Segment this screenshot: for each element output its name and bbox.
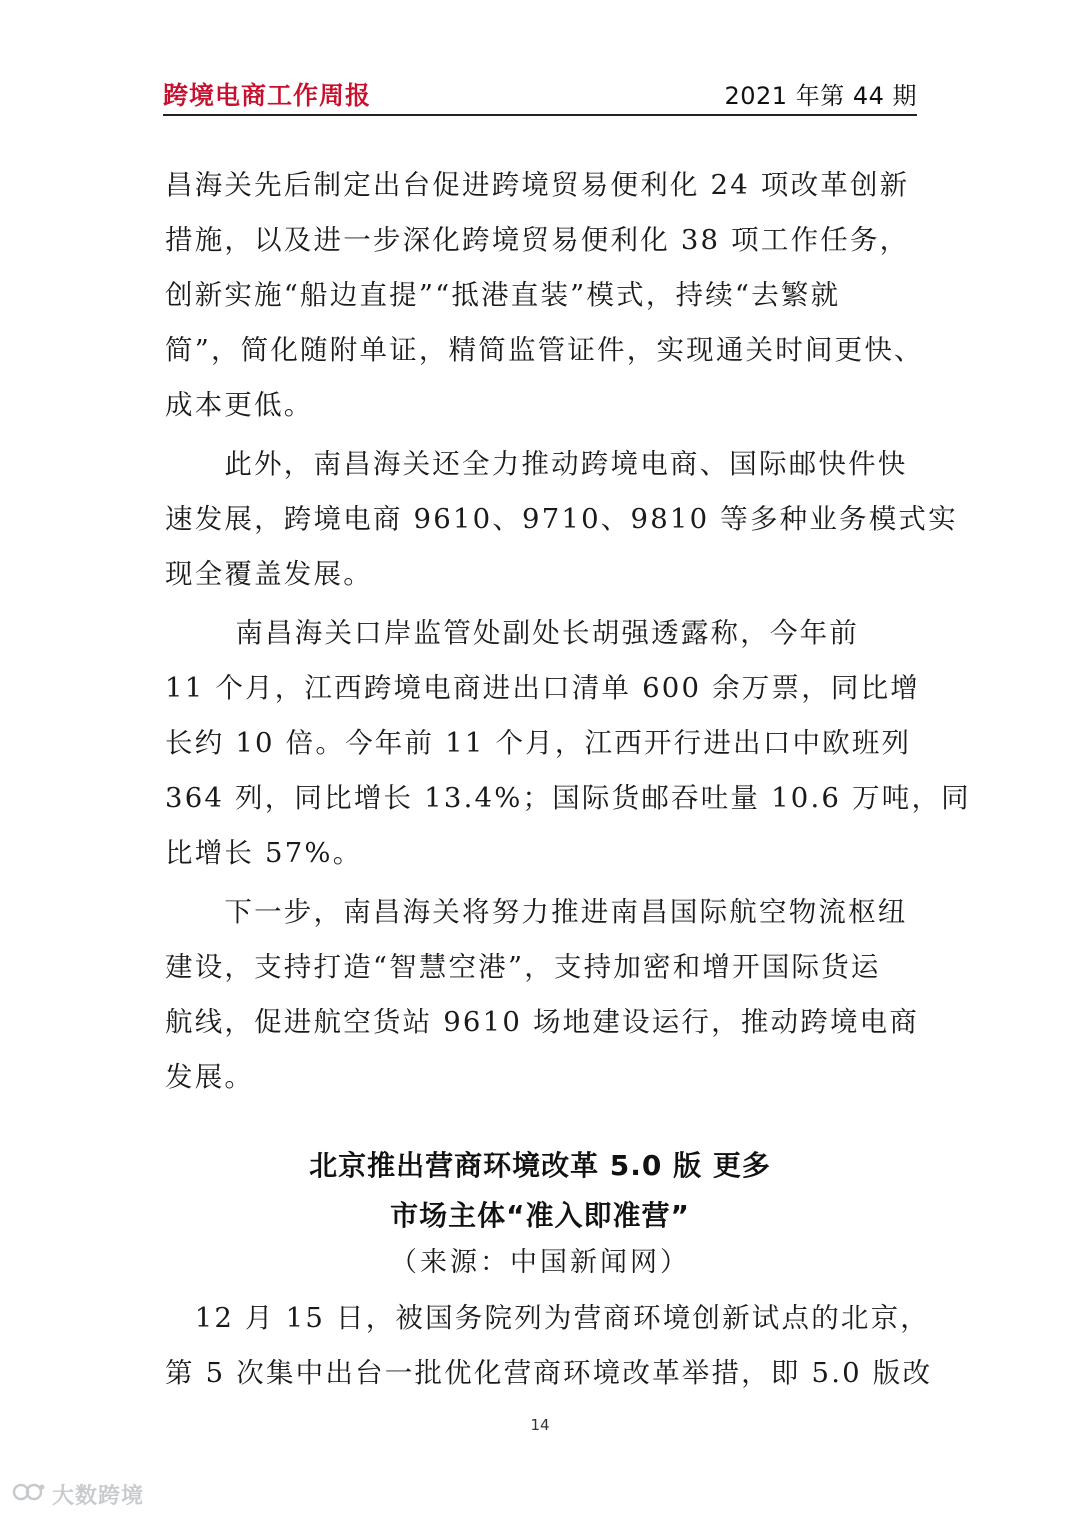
text-line: 创新实施“船边直提”“抵港直装”模式，持续“去繁就: [165, 279, 841, 311]
section-body: [165, 1291, 933, 1401]
paragraph-2: [165, 437, 958, 602]
text-line: 航线，促进航空货站 9610 场地建设运行，推动跨境电商: [165, 1006, 920, 1038]
section-title-line-1: 北京推出营商环境改革 5.0 版 更多: [309, 1149, 771, 1182]
page-header: [163, 76, 917, 112]
text-line: 12 月 15 日，被国务院列为营商环境创新试点的北京，: [165, 1302, 931, 1334]
article-body: [165, 158, 971, 1105]
report-title: 跨境电商工作周报: [163, 81, 372, 110]
text-line: 此外，南昌海关还全力推动跨境电商、国际邮快件快: [165, 448, 908, 480]
text-line: 建设，支持打造“智慧空港”，支持加密和增开国际货运: [165, 951, 881, 983]
paragraph-4: [165, 885, 920, 1105]
text-line: 第 5 次集中出台一批优化营商环境改革举措，即 5.0 版改: [165, 1357, 933, 1389]
text-line: 比增长 57%。: [165, 837, 363, 869]
paragraph-1: [165, 158, 924, 433]
text-line: 措施，以及进一步深化跨境贸易便利化 38 项工作任务，: [165, 224, 910, 256]
text-line: 发展。: [165, 1061, 255, 1093]
text-line: 下一步，南昌海关将努力推进南昌国际航空物流枢纽: [165, 896, 908, 928]
text-line: 长约 10 倍。今年前 11 个月，江西开行进出口中欧班列: [165, 727, 912, 759]
text-line: 现全覆盖发展。: [165, 558, 373, 590]
text-line: 南昌海关口岸监管处副处长胡强透露称，今年前: [165, 617, 860, 649]
text-line: 11 个月，江西跨境电商进出口清单 600 余万票，同比增: [165, 672, 921, 704]
watermark-text: 大数跨境: [52, 1483, 145, 1509]
text-line: 速发展，跨境电商 9610、9710、9810 等多种业务模式实: [165, 503, 958, 535]
issue-number: 2021 年第 44 期: [724, 82, 917, 110]
watermark: [12, 1478, 144, 1510]
section-title-line-2: 市场主体“准入即准营”: [390, 1199, 690, 1232]
header-divider: [163, 114, 917, 116]
paragraph-3: [165, 606, 971, 881]
page-number: 14: [530, 1416, 550, 1434]
text-line: 364 列，同比增长 13.4%；国际货邮吞吐量 10.6 万吨，同: [165, 782, 971, 814]
source-note: （来源：中国新闻网）: [390, 1247, 690, 1278]
text-line: 简”，简化随附单证，精简监管证件，实现通关时间更快、: [165, 334, 924, 366]
text-line: 成本更低。: [165, 389, 314, 421]
watermark-logo-icon: [12, 1479, 46, 1509]
text-line: 昌海关先后制定出台促进跨境贸易便利化 24 项改革创新: [165, 169, 910, 201]
